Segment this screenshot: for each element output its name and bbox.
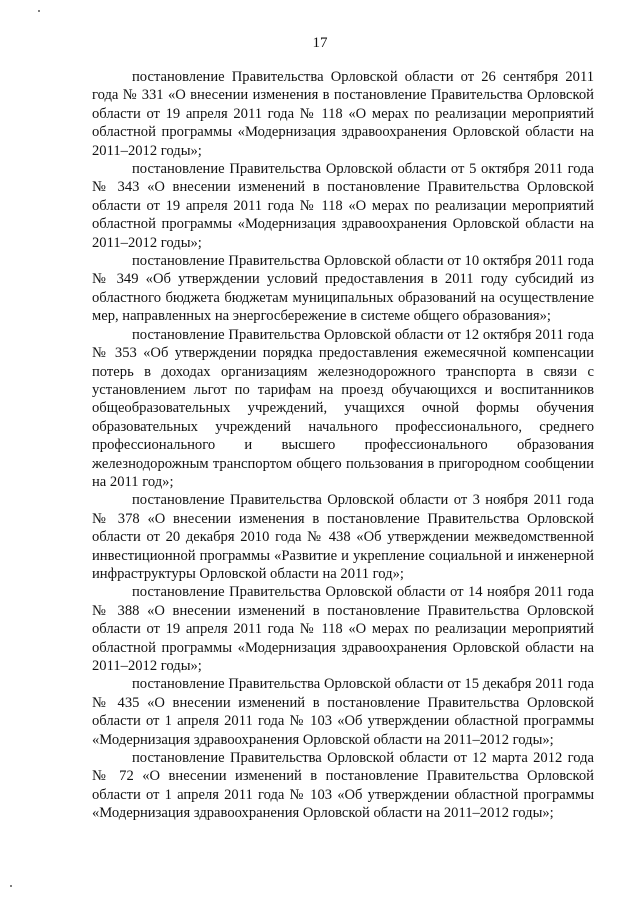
scan-speck <box>38 10 40 12</box>
paragraph: постановление Правительства Орловской области от 15 декабря 2011 года № 435 «О внесении изменений в постановление Правительства Орловской области от 1 апреля 2011 года № 103 «Об утверждении областной программы «Модернизация здравоохранения Орловской области на 2011–2012 годы»; <box>92 676 594 748</box>
paragraph: постановление Правительства Орловской области от 3 ноября 2011 года № 378 «О внесении изменения в постановление Правительства Орловской области от 20 декабря 2010 года № 438 «Об утверждении межведомственной инвестиционной программы «Развитие и укрепление социальной и инженерной инфраструктуры Орловской области на 2011 год»; <box>92 492 594 582</box>
paragraph: постановление Правительства Орловской области от 12 марта 2012 года № 72 «О внесении изменений в постановление Правительства Орловской области от 1 апреля 2011 года № 103 «Об утверждении областной программы «Модернизация здравоохранения Орловской области на 2011–2012 годы»; <box>92 750 594 822</box>
scan-speck <box>10 885 12 887</box>
paragraph: постановление Правительства Орловской области от 26 сентября 2011 года № 331 «О внесении изменения в постановление Правительства Орловской области от 19 апреля 2011 года № 118 «О мерах по реализации мероприятий областной программы «Модернизация здравоохранения Орловской области на 2011–2012 годы»; <box>92 69 594 159</box>
paragraph: постановление Правительства Орловской области от 5 октября 2011 года № 343 «О внесении изменений в постановление Правительства Орловской области от 19 апреля 2011 года № 118 «О мерах по реализации мероприятий областной программы «Модернизация здравоохранения Орловской области на 2011–2012 годы»; <box>92 161 594 251</box>
paragraph: постановление Правительства Орловской области от 10 октября 2011 года № 349 «Об утверждении условий предоставления в 2011 году субсидий из областного бюджета бюджетам муниципальных образований на осуществление мер, направленных на энергосбережение в системе общего образования»; <box>92 253 594 325</box>
document-body <box>92 68 594 823</box>
page-number: 17 <box>312 35 328 51</box>
paragraph: постановление Правительства Орловской области от 12 октября 2011 года № 353 «Об утверждении порядка предоставления ежемесячной компенсации потерь в доходах организациям железнодорожного транспорта в связи с установлением льгот по тарифам на проезд обучающихся и воспитанников общеобразовательных учреждений, учащихся очной формы обучения образовательных учреждений начального профессионального, среднего профессионального и высшего профессионального образования железнодорожным транспортом общего пользования в пригородном сообщении на 2011 год»; <box>92 326 594 490</box>
paragraph: постановление Правительства Орловской области от 14 ноября 2011 года № 388 «О внесении изменений в постановление Правительства Орловской области от 19 апреля 2011 года № 118 «О мерах по реализации мероприятий областной программы «Модернизация здравоохранения Орловской области на 2011–2012 годы»; <box>92 584 594 674</box>
